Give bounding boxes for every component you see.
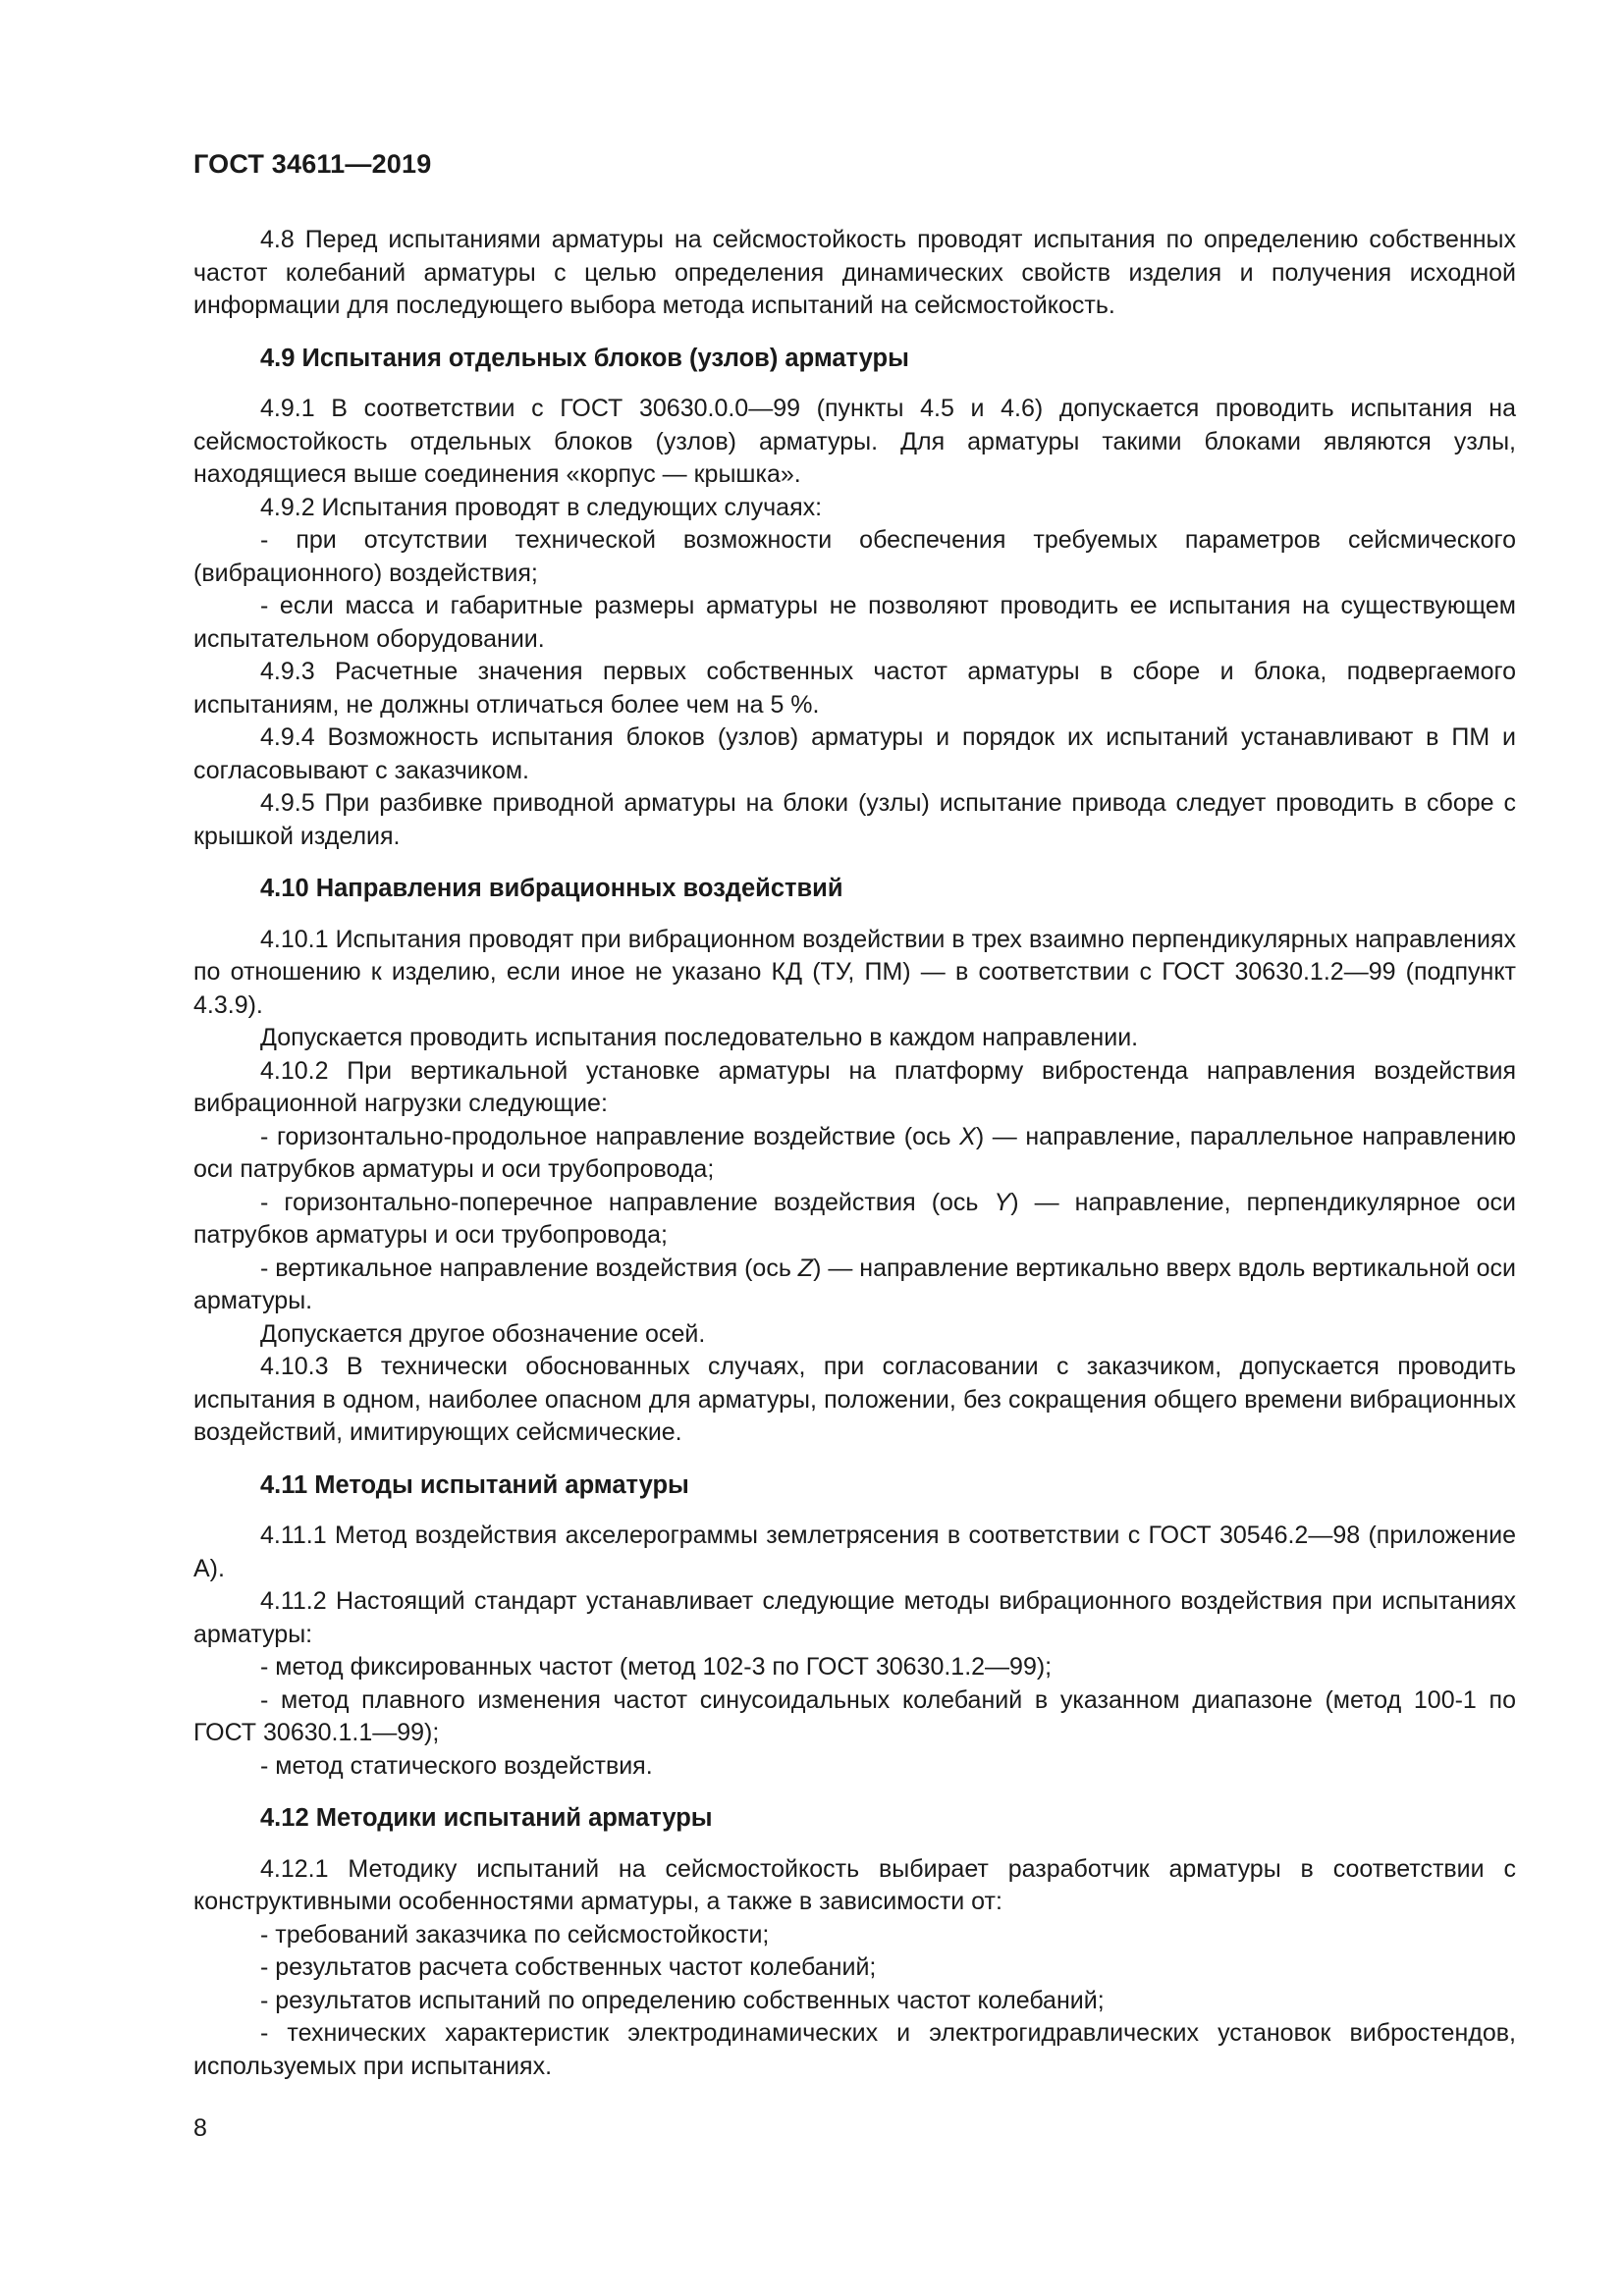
paragraph-4-10-1: 4.10.1 Испытания проводят при вибрационном воздействии в трех взаимно перпендикулярных направлениях по отношению к изделию, если иное не указано КД (ТУ, ПМ) — в соответствии с ГОСТ 30630.1.2—99 (подпункт 4.3.9). — [193, 925, 1516, 1019]
list-item: - технических характеристик электродинамических и электрогидравлических установок вибростендов, используемых при испытаниях. — [193, 2019, 1516, 2080]
paragraph-4-9-5: 4.9.5 При разбивке приводной арматуры на блоки (узлы) испытание привода следует проводить в сборе с крышкой изделия. — [193, 789, 1516, 850]
page-number: 8 — [193, 2114, 207, 2142]
document-body — [193, 224, 1516, 2083]
section-heading-4-11: 4.11 Методы испытаний арматуры — [260, 1470, 689, 1499]
list-item-axis-y — [193, 1187, 1516, 1253]
axis-text-before: - горизонтально-продольное направление воздействие (ось — [260, 1122, 960, 1150]
document-code-header: ГОСТ 34611—2019 — [193, 149, 432, 179]
paragraph-note: Допускается проводить испытания последовательно в каждом направлении. — [260, 1024, 1139, 1051]
list-item: - метод статического воздействия. — [260, 1751, 653, 1780]
axis-label: Y — [994, 1188, 1011, 1216]
list-item: - при отсутствии технической возможности обеспечения требуемых параметров сейсмического (вибрационного) воздействия; — [193, 526, 1516, 587]
axis-text-before: - вертикальное направление воздействия (ось — [260, 1254, 798, 1282]
axis-label: Z — [797, 1254, 814, 1282]
paragraph-4-9-1: 4.9.1 В соответствии с ГОСТ 30630.0.0—99 (пункты 4.5 и 4.6) допускается проводить испытания на сейсмостойкость отдельных блоков (узлов) арматуры. Для арматуры такими блоками являются узлы, находящиеся выше соединения «корпус — крышка». — [193, 395, 1516, 488]
list-item-axis-x — [193, 1121, 1516, 1187]
list-item: - результатов испытаний по определению собственных частот колебаний; — [260, 1986, 1105, 2014]
section-heading-4-9: 4.9 Испытания отдельных блоков (узлов) арматуры — [260, 344, 909, 372]
list-item: - требований заказчика по сейсмостойкости; — [260, 1920, 770, 1949]
paragraph-note: Допускается другое обозначение осей. — [260, 1319, 706, 1348]
axis-text-after: ) — направление вертикально вверх вдоль вертикальной оси арматуры. — [193, 1254, 1516, 1314]
list-item: - если масса и габаритные размеры арматуры не позволяют проводить ее испытания на существующем испытательном оборудовании. — [193, 592, 1516, 653]
paragraph-4-9-3: 4.9.3 Расчетные значения первых собственных частот арматуры в сборе и блока, подвергаемого испытаниям, не должны отличаться более чем на 5 %. — [193, 658, 1516, 719]
section-heading-4-10: 4.10 Направления вибрационных воздействий — [260, 875, 843, 902]
axis-label: X — [959, 1122, 976, 1150]
axis-text-before: - горизонтально-поперечное направление воздействия (ось — [260, 1188, 995, 1216]
paragraph-4-11-1: 4.11.1 Метод воздействия акселерограммы землетрясения в соответствии с ГОСТ 30546.2—98 (приложение А). — [193, 1522, 1516, 1582]
paragraph-4-11-2: 4.11.2 Настоящий стандарт устанавливает следующие методы вибрационного воздействия при испытаниях арматуры: — [193, 1587, 1516, 1648]
list-item: - метод плавного изменения частот синусоидальных колебаний в указанном диапазоне (метод 100-1 по ГОСТ 30630.1.1—99); — [193, 1685, 1516, 1746]
list-item-axis-z — [193, 1253, 1516, 1318]
axis-text-after: ) — направление, перпендикулярное оси патрубков арматуры и оси трубопровода; — [193, 1188, 1516, 1249]
axis-text-after: ) — направление, параллельное направлению оси патрубков арматуры и оси трубопровода; — [193, 1122, 1516, 1183]
section-heading-4-12: 4.12 Методики испытаний арматуры — [260, 1804, 713, 1832]
paragraph-4-10-3: 4.10.3 В технически обоснованных случаях, при согласовании с заказчиком, допускается проводить испытания в одном, наиболее опасном для арматуры, положении, без сокращения общего времени вибрационных воздействий, имитирующих сейсмические. — [193, 1353, 1516, 1446]
list-item: - метод фиксированных частот (метод 102-3 по ГОСТ 30630.1.2—99); — [260, 1653, 1053, 1681]
list-item: - результатов расчета собственных частот колебаний; — [260, 1953, 877, 1981]
paragraph-4-9-4: 4.9.4 Возможность испытания блоков (узлов) арматуры и порядок их испытаний устанавливают в ПМ и согласовывают с заказчиком. — [193, 723, 1516, 784]
paragraph-4-10-2: 4.10.2 При вертикальной установке арматуры на платформу вибростенда направления воздействия вибрационной нагрузки следующие: — [193, 1056, 1516, 1117]
paragraph-4-12-1: 4.12.1 Методику испытаний на сейсмостойкость выбирает разработчик арматуры в соответствии с конструктивными особенностями арматуры, а также в зависимости от: — [193, 1854, 1516, 1915]
paragraph-4-8: 4.8 Перед испытаниями арматуры на сейсмостойкость проводят испытания по определению собственных частот колебаний арматуры с целью определения динамических свойств изделия и получения исходной информации для последующего выбора метода испытаний на сейсмостойкость. — [193, 226, 1516, 319]
paragraph-4-9-2: 4.9.2 Испытания проводят в следующих случаях: — [260, 493, 823, 521]
